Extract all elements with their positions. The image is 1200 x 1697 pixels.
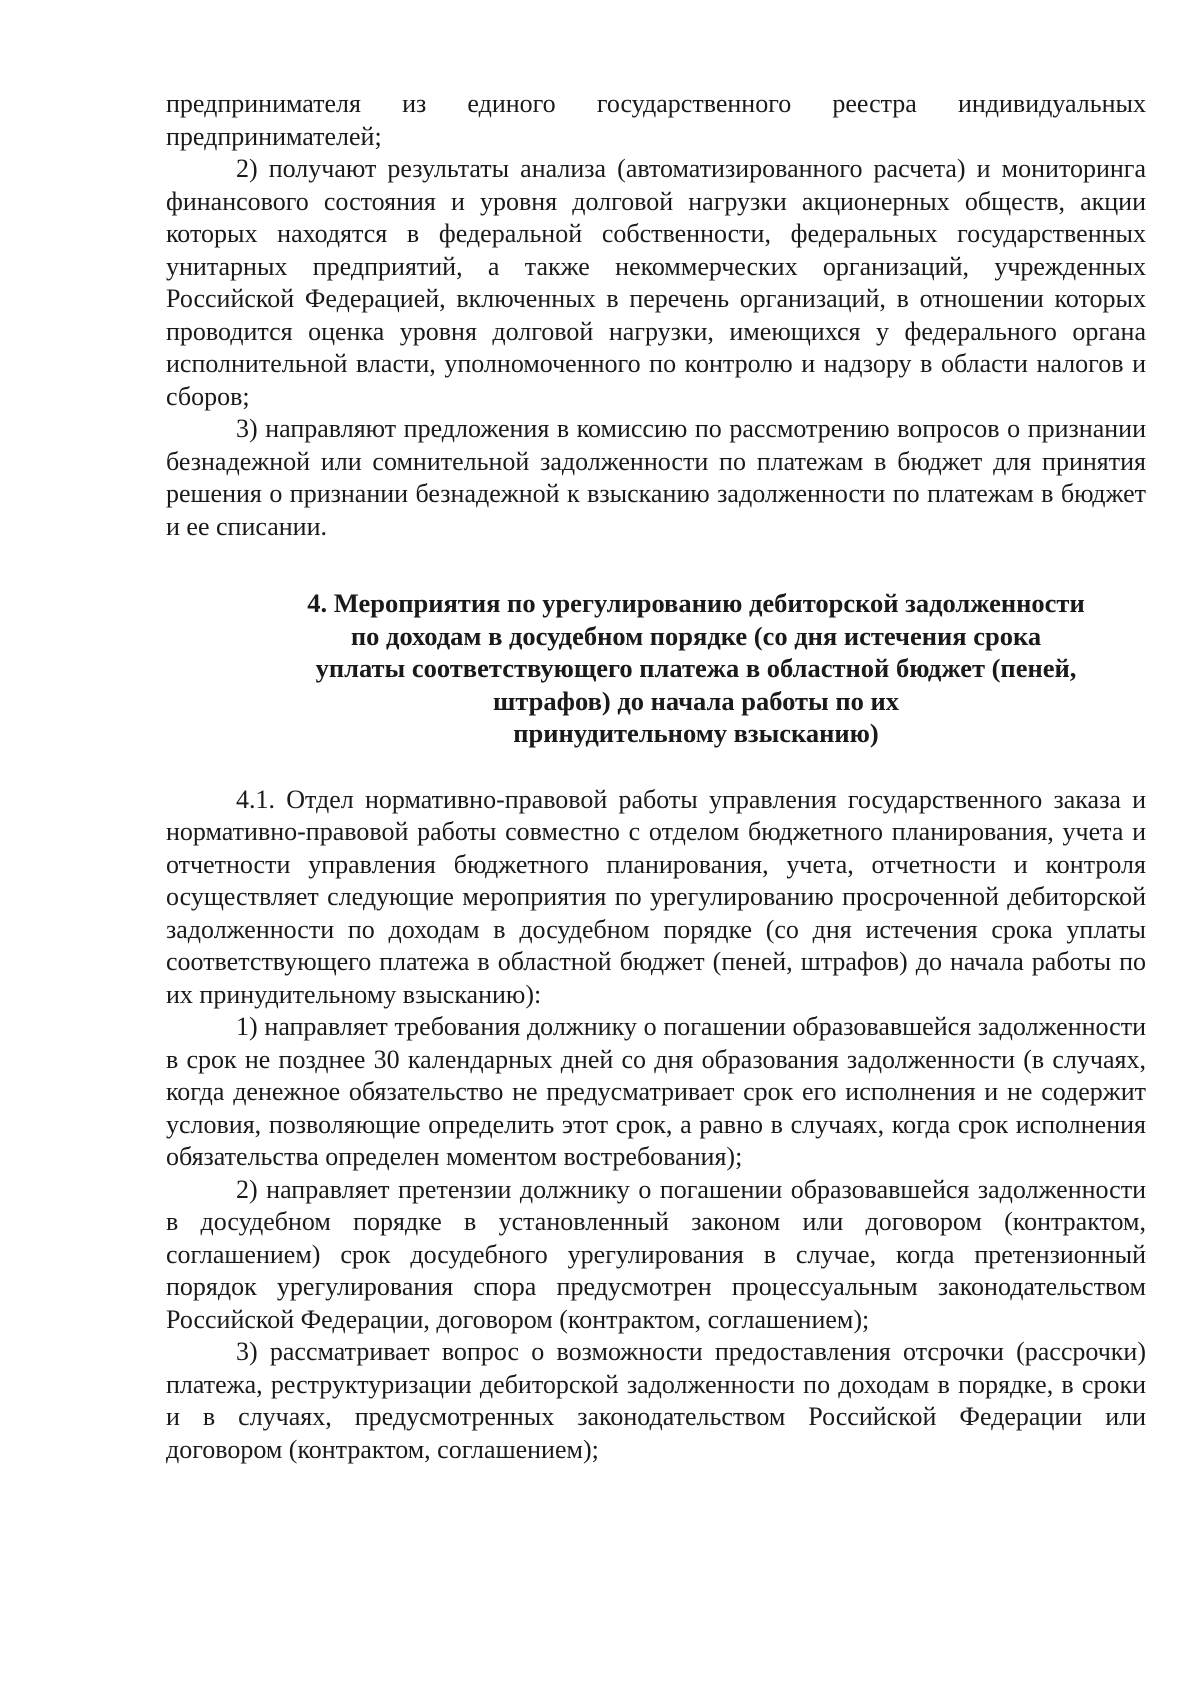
section-heading-line: штрафов) до начала работы по их bbox=[492, 685, 900, 716]
list-item-2-send-claims: 2) направляет претензии должнику о погашении образовавшейся задолженности в досудебном порядке в установленный законом или договором (контрактом, соглашением) срок досудебного урегулирования в случае, когда претензионный порядок урегулирования спора предусмотрен процессуальным законодательством Российской Федерации, договором (контрактом, соглашением); bbox=[166, 1174, 1146, 1334]
section-4-heading bbox=[166, 587, 1146, 750]
section-heading-line: уплаты соответствующего платежа в областной бюджет (пеней, bbox=[315, 653, 1077, 683]
list-item-1-send-demands: 1) направляет требования должнику о погашении образовавшейся задолженности в срок не позднее 30 календарных дней со дня образования задолженности (в случаях, когда денежное обязательство не предусматривает срок его исполнения и не содержит условия, позволяющие определить этот срок, а равно в случаях, когда срок исполнения обязательства определен моментом востребования); bbox=[166, 1012, 1146, 1171]
section-heading-line: 4. Мероприятия по урегулированию дебиторской задолженности bbox=[307, 588, 1085, 618]
section-heading-line: по доходам в досудебном порядке (со дня истечения срока bbox=[350, 620, 1042, 651]
spacer bbox=[166, 750, 1146, 784]
paragraph-continuation: предпринимателя из единого государственного реестра индивидуальных предпринимателей; bbox=[166, 89, 1146, 151]
section-heading-line: принудительному взысканию) bbox=[513, 718, 879, 748]
list-item-3-consider-deferral: 3) рассматривает вопрос о возможности предоставления отсрочки (рассрочки) платежа, реструктуризации дебиторской задолженности по доходам в порядке, в сроки и в случаях, предусмотренных законодательством Российской Федерации или договором (контрактом, соглашением); bbox=[166, 1337, 1146, 1464]
document-page bbox=[166, 88, 1146, 1466]
paragraph-4-1: 4.1. Отдел нормативно-правовой работы управления государственного заказа и нормативно-правовой работы совместно с отделом бюджетного планирования, учета и отчетности управления бюджетного планирования, учета, отчетности и контроля осуществляет следующие мероприятия по урегулированию просроченной дебиторской задолженности по доходам в досудебном порядке (со дня истечения срока уплаты соответствующего платежа в областной бюджет (пеней, штрафов) до начала работы по их принудительному взысканию): bbox=[166, 784, 1146, 1009]
list-item-3-send-proposals: 3) направляют предложения в комиссию по рассмотрению вопросов о признании безнадежной или сомнительной задолженности по платежам в бюджет для принятия решения о признании безнадежной к взысканию задолженности по платежам в бюджет и ее списании. bbox=[166, 414, 1146, 541]
list-item-2-receive-analysis: 2) получают результаты анализа (автоматизированного расчета) и мониторинга финансового состояния и уровня долговой нагрузки акционерных обществ, акции которых находятся в федеральной собственности, федеральных государственных унитарных предприятий, а также некоммерческих организаций, учрежденных Российской Федерацией, включенных в перечень организаций, в отношении которых проводится оценка уровня долговой нагрузки, имеющихся у федерального органа исполнительной власти, уполномоченного по контролю и надзору в области налогов и сборов; bbox=[166, 154, 1146, 411]
